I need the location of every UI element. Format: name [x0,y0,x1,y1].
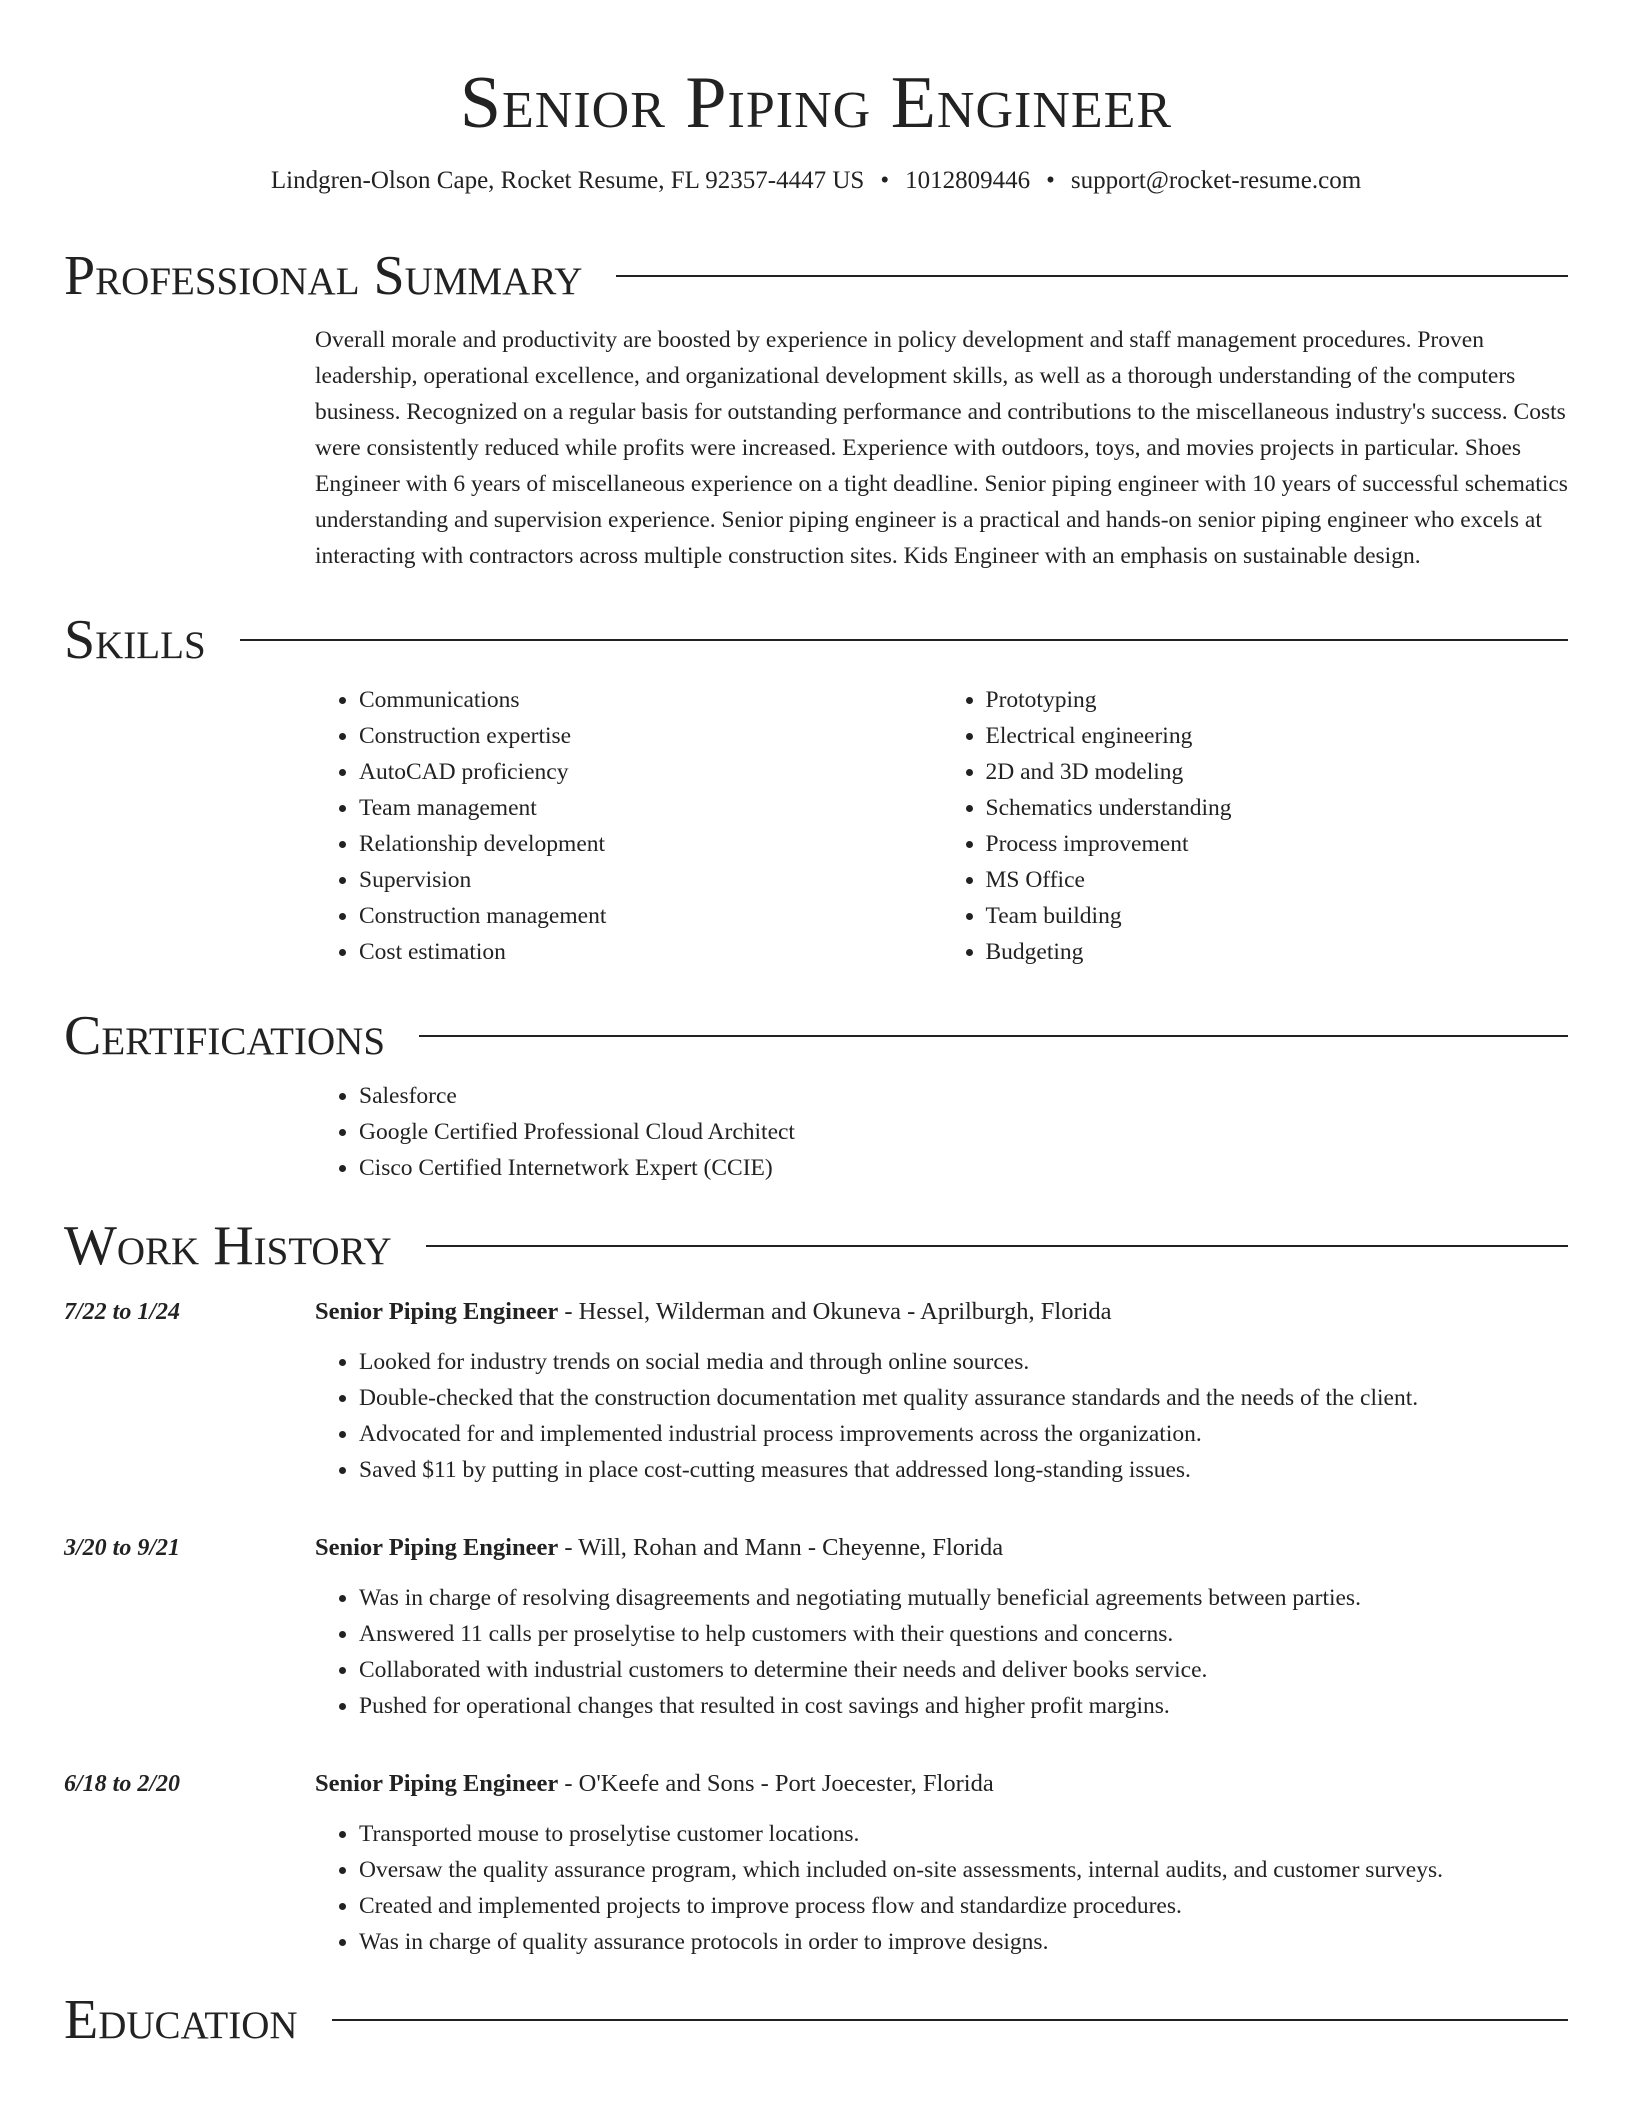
list-item: • Transported mouse to proselytise customer locations. [359,1816,1568,1852]
list-item: • Construction management [359,898,942,934]
certifications-list [315,1078,1568,1186]
list-item: • 2D and 3D modeling [986,754,1569,790]
job-entry [64,1766,1568,1960]
job-body [315,1766,1568,1960]
job-company: - O'Keefe and Sons - Port Joecester, Florida [558,1770,994,1797]
job-role: Senior Piping Engineer [315,1770,559,1797]
list-item: • Electrical engineering [986,718,1569,754]
job-bullets [315,1344,1568,1488]
list-item: • Team building [986,898,1569,934]
summary-section-header [64,246,1568,306]
work-section-header [64,1216,1568,1276]
list-item: • Communications [359,682,942,718]
skills-section-header [64,610,1568,670]
certifications-heading: Certifications [64,1005,386,1067]
job-dates: 6/18 to 2/20 [64,1771,181,1797]
contact-email: support@rocket-resume.com [1070,167,1362,194]
section-divider [419,1035,1568,1037]
section-divider [240,639,1568,641]
list-item: • Relationship development [359,826,942,862]
job-company: - Hessel, Wilderman and Okuneva - Aprilburgh, Florida [558,1298,1112,1325]
list-item: • Oversaw the quality assurance program, which included on-site assessments, internal audits, and customer surveys. [359,1852,1568,1888]
skills-heading: Skills [64,609,206,671]
list-item: • Was in charge of resolving disagreements and negotiating mutually beneficial agreements between parties. [359,1580,1568,1616]
job-bullets [315,1816,1568,1960]
list-item: • Double-checked that the construction documentation met quality assurance standards and the needs of the client. [359,1380,1568,1416]
resume-page [64,0,1568,2050]
job-role: Senior Piping Engineer [315,1534,559,1561]
list-item: • MS Office [986,862,1569,898]
section-divider [332,2019,1568,2021]
list-item: • Supervision [359,862,942,898]
contact-separator: • [880,167,890,194]
list-item: • Salesforce [359,1078,1568,1114]
list-item: • Answered 11 calls per proselytise to help customers with their questions and concerns. [359,1616,1568,1652]
job-entry [64,1294,1568,1488]
skills-list-left [315,682,942,970]
list-item: • Prototyping [986,682,1569,718]
list-item: • Team management [359,790,942,826]
list-item: • Looked for industry trends on social media and through online sources. [359,1344,1568,1380]
job-title-line [315,1294,1568,1330]
summary-text: Overall morale and productivity are boosted by experience in policy development and staff management procedures. Proven leadership, operational excellence, and organizational development skills, as well as a thorough understanding of the computers business. Recognized on a regular basis for outstanding performance and contributions to the miscellaneous industry's success. Costs were consistently reduced while profits were increased. Experience with outdoors, toys, and movies projects in particular. Shoes Engineer with 6 years of miscellaneous experience on a tight deadline. Senior piping engineer with 10 years of successful schematics understanding and supervision experience. Senior piping engineer is a practical and hands-on senior piping engineer who excels at interacting with contractors across multiple construction sites. Kids Engineer with an emphasis on sustainable design. [315,327,1568,569]
job-company: - Will, Rohan and Mann - Cheyenne, Florida [558,1534,1004,1561]
job-role: Senior Piping Engineer [315,1298,559,1325]
job-dates: 7/22 to 1/24 [64,1299,181,1325]
education-heading: Education [64,1989,298,2051]
section-divider [426,1245,1568,1247]
job-title-line [315,1766,1568,1802]
list-item: • Created and implemented projects to improve process flow and standardize procedures. [359,1888,1568,1924]
contact-separator: • [1046,167,1055,194]
list-item: • Google Certified Professional Cloud Architect [359,1114,1568,1150]
job-body [315,1530,1568,1724]
list-item: • Schematics understanding [986,790,1569,826]
job-bullets [315,1580,1568,1724]
job-title-line [315,1530,1568,1566]
list-item: • Cisco Certified Internetwork Expert (CCIE) [359,1150,1568,1186]
job-dates: 3/20 to 9/21 [64,1535,181,1561]
section-divider [616,275,1568,277]
list-item: • Budgeting [986,934,1569,970]
list-item: • Cost estimation [359,934,942,970]
job-entry [64,1530,1568,1724]
page-title: Senior Piping Engineer [459,62,1173,144]
list-item: • Saved $11 by putting in place cost-cutting measures that addressed long-standing issues. [359,1452,1568,1488]
contact-line [64,166,1568,196]
contact-address: Lindgren-Olson Cape, Rocket Resume, FL 92357-4447 US [270,167,865,194]
list-item: • AutoCAD proficiency [359,754,942,790]
list-item: • Process improvement [986,826,1569,862]
summary-heading: Professional Summary [64,245,583,307]
job-body [315,1294,1568,1488]
list-item: • Collaborated with industrial customers to determine their needs and deliver books service. [359,1652,1568,1688]
skills-columns [315,682,1568,970]
skills-list-right [942,682,1569,970]
contact-phone: 1012809446 [905,167,1031,194]
education-section-header [64,1990,1568,2050]
list-item: • Was in charge of quality assurance protocols in order to improve designs. [359,1924,1568,1960]
certifications-section-header [64,1006,1568,1066]
work-heading: Work History [64,1215,392,1277]
list-item: • Pushed for operational changes that resulted in cost savings and higher profit margins. [359,1688,1568,1724]
list-item: • Construction expertise [359,718,942,754]
list-item: • Advocated for and implemented industrial process improvements across the organization. [359,1416,1568,1452]
